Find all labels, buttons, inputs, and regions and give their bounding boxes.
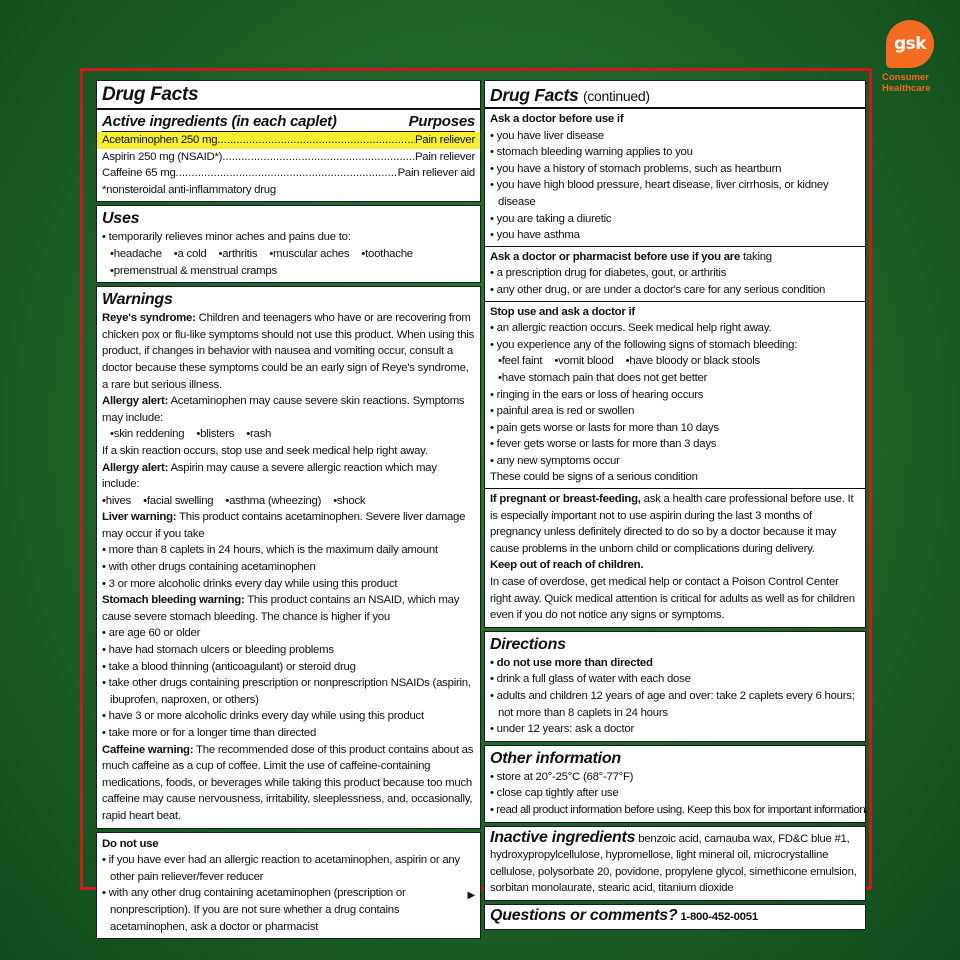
uses-item: • premenstrual & menstrual cramps xyxy=(110,263,277,280)
allergy-alert-1: Allergy alert: Acetaminophen may cause severe skin reactions. Symptoms may include: xyxy=(102,395,465,424)
allergy-after: If a skin reaction occurs, stop use and seek medical help right away. xyxy=(102,444,428,457)
allergy1-items: • skin reddening • blisters • rash xyxy=(102,426,475,443)
brand-line2: Healthcare xyxy=(882,83,931,94)
pregnancy-warning: If pregnant or breast-feeding, ask a health care professional before use. It is especially important not to use aspirin during the last 3 months of pregnancy unless definitely directed to do so by a doctor because it may cause problems in the unborn child or complications during delivery. xyxy=(490,493,854,555)
list-item: • drink a full glass of water with each dose xyxy=(490,671,860,688)
caffeine-warning: Caffeine warning: The recommended dose of this product contains about as much caffeine as a cup of coffee. Limit the use of caffeine-containing medications, foods, or beverages while taking this product because too much caffeine may cause nervousness, irritability, sleeplessness, and, occasionally, rapid heart beat. xyxy=(102,743,474,822)
warnings-title: Warnings xyxy=(102,291,173,309)
other-info-title: Other information xyxy=(490,749,621,767)
list-item: • read all product information before using. Keep this box for important information. xyxy=(490,802,860,819)
list-item: • have stomach pain that does not get better xyxy=(498,370,707,387)
overdose-text: In case of overdose, get medical help or contact a Poison Control Center right away. Quick medical attention is critical for adults as well as for children even if you do not notice any signs or symptoms. xyxy=(490,576,855,622)
list-item: • with any other drug containing acetaminophen (prescription or nonprescription). If you are not sure whether a drug contains acetaminophen, ask a doctor or pharmacist xyxy=(102,885,475,935)
list-item: • with other drugs containing acetaminophen xyxy=(102,559,475,576)
allergy-alert-2: Allergy alert: Aspirin may cause a severe allergic reaction which may include: xyxy=(102,461,437,491)
questions-box xyxy=(484,904,866,930)
drug-facts-continued-title: Drug Facts xyxy=(490,85,579,105)
ask-doctor-title: Ask a doctor before use if xyxy=(490,113,624,125)
uses-box xyxy=(96,205,481,283)
questions-title: Questions or comments? xyxy=(490,906,678,924)
list-item: • take a blood thinning (anticoagulant) or steroid drug xyxy=(102,659,475,676)
ingredient-row: Caffeine 65 mg ..... Pain reliever aid xyxy=(102,165,475,182)
active-ingredients-header: Active ingredients (in each caplet) xyxy=(102,113,337,130)
right-column xyxy=(484,80,866,933)
reye-warning: Reye's syndrome: Children and teenagers who have or are recovering from chicken pox or flu-like symptoms should not use this product. When using this product, if changes in behavior with nausea and vomiting occur, consult a doctor because these symptoms could be an early sign of Reye's syndrome, a rare but serious illness. xyxy=(102,312,475,391)
uses-intro: • temporarily relieves minor aches and pains due to: xyxy=(102,229,475,246)
list-item: • do not use more than directed xyxy=(490,655,860,672)
list-item: • take more or for a longer time than directed xyxy=(102,725,475,742)
brand-logo xyxy=(880,20,940,94)
list-item: • take other drugs containing prescription or nonprescription NSAIDs (aspirin, ibuprofen, naproxen, or others) xyxy=(102,675,475,708)
list-item: • you have liver disease xyxy=(490,128,860,145)
keep-out-reach: Keep out of reach of children. xyxy=(490,559,644,572)
liver-warning: Liver warning: This product contains acetaminophen. Severe liver damage may occur if you take xyxy=(102,511,466,540)
list-item: • more than 8 caplets in 24 hours, which is the maximum daily amount xyxy=(102,542,475,559)
stop-use-title: Stop use and ask a doctor if xyxy=(490,305,635,318)
list-item: • store at 20°-25°C (68°-77°F) xyxy=(490,769,860,786)
list-item: • have had stomach ulcers or bleeding problems xyxy=(102,642,475,659)
list-item: • ringing in the ears or loss of hearing occurs xyxy=(490,387,860,404)
uses-items: • headache • a cold • arthritis • muscular aches • toothache xyxy=(102,246,475,263)
left-column xyxy=(96,80,481,942)
inactive-ingredients-title: Inactive ingredients xyxy=(490,828,636,846)
warnings-box xyxy=(96,286,481,828)
active-ingredients-box xyxy=(96,80,481,202)
list-item: • stomach bleeding warning applies to you xyxy=(490,144,860,161)
list-item: • an allergic reaction occurs. Seek medical help right away. xyxy=(490,320,860,337)
inactive-ingredients-text: benzoic acid, carnauba wax, FD&C blue #1, hydroxypropylcellulose, hypromellose, light mineral oil, microcrystalline cellulose, polysorbate 20, povidone, propylene glycol, simethicone emulsion, sorbitan monolaurate, stearic acid, titanium dioxide xyxy=(490,832,857,895)
list-item: • painful area is red or swollen xyxy=(490,403,860,420)
list-item: • close cap tightly after use xyxy=(490,785,860,802)
nsaid-note: *nonsteroidal anti-inflammatory drug xyxy=(102,183,276,196)
list-item: • 3 or more alcoholic drinks every day while using this product xyxy=(102,576,475,593)
list-item: • you have asthma xyxy=(490,227,860,244)
divider xyxy=(97,108,480,110)
stomach-warning: Stomach bleeding warning: This product contains an NSAID, which may cause severe stomach bleeding. The chance is higher if you xyxy=(102,594,460,623)
do-not-use-box xyxy=(96,832,481,940)
directions-title: Directions xyxy=(490,635,566,653)
list-item: • a prescription drug for diabetes, gout, or arthritis xyxy=(490,265,860,282)
directions-box xyxy=(484,631,866,742)
list-item: • you have a history of stomach problems, such as heartburn xyxy=(490,161,860,178)
purposes-header: Purposes xyxy=(408,113,475,130)
continue-arrow-icon: ▶ xyxy=(467,890,475,902)
gsk-logo-icon: gsk xyxy=(886,20,934,68)
drug-facts-title: Drug Facts xyxy=(102,84,199,105)
ask-doctor-box: Drug Facts (continued) Ask a doctor before use if • you have liver disease • stomach bleeding warning applies to you • you have a history of stomach problems, such as heartburn • you have high blood pressure, heart disease, liver cirrhosis, or kidney disease • you are taking a diuretic • you have asthma Ask a doctor or pharmacist before use if you are taking • a prescription drug for diabetes, gout, or arthritis • any other drug, or are under a doctor's care for any serious condition Stop use and ask a doctor if • an allergic reaction occurs. Seek medical help right away. • you experience any of the following signs of stomach bleeding: • feel faint • vomit blood • have bloody or black stools • have stomach pain that does not get better • ringing in the ears or loss of hearing occurs • painful area is red or swollen • pain gets worse or lasts for more than 10 days • fever gets worse or lasts for more than 3 days • any new symptoms occur These could be signs of a serious condition If pregnant or breast-feeding, ask a health care professional before use. It is especially important not to use aspirin during the last 3 months of pregnancy unless definitely directed to do so by a doctor because it may cause problems in the unborn child or complications during delivery. Keep out of reach of children. In case of overdose, get medical help or contact a Poison Control Center right away. Quick medical attention is critical for adults as well as for children even if you do not notice any signs or symptoms. xyxy=(484,80,866,628)
list-item: • pain gets worse or lasts for more than 10 days xyxy=(490,420,860,437)
uses-title: Uses xyxy=(102,210,140,228)
list-item: • you are taking a diuretic xyxy=(490,211,860,228)
list-item: • you experience any of the following signs of stomach bleeding: xyxy=(490,337,860,354)
list-item: • you have high blood pressure, heart disease, liver cirrhosis, or kidney disease xyxy=(490,177,860,210)
list-item: • under 12 years: ask a doctor xyxy=(490,721,860,738)
ingredient-row: Aspirin 250 mg (NSAID*) ..... Pain reliever xyxy=(102,149,475,166)
questions-phone: 1-800-452-0051 xyxy=(680,910,758,923)
ask-pharmacist-title: Ask a doctor or pharmacist before use if you are taking xyxy=(490,250,772,263)
list-item: • fever gets worse or lasts for more than 3 days xyxy=(490,436,860,453)
list-item: • if you have ever had an allergic reaction to acetaminophen, aspirin or any other pain reliever/fever reducer xyxy=(102,852,475,885)
inactive-ingredients-box xyxy=(484,826,866,901)
ingredient-row: Acetaminophen 250 mg ..... Pain reliever xyxy=(97,132,480,149)
list-item: • any new symptoms occur xyxy=(490,453,860,470)
do-not-use-title: Do not use xyxy=(102,837,159,850)
list-item: • have 3 or more alcoholic drinks every day while using this product xyxy=(102,708,475,725)
list-item: • adults and children 12 years of age and over: take 2 caplets every 6 hours; not more than 8 caplets in 24 hours xyxy=(490,688,860,721)
other-info-box xyxy=(484,745,866,823)
brand-line1: Consumer xyxy=(882,72,929,83)
stop-signs: • feel faint • vomit blood • have bloody or black stools xyxy=(490,353,860,370)
stop-after: These could be signs of a serious condition xyxy=(490,471,698,484)
list-item: • are age 60 or older xyxy=(102,625,475,642)
list-item: • any other drug, or are under a doctor's care for any serious condition xyxy=(490,282,860,299)
allergy2-items: • hives • facial swelling • asthma (wheezing) • shock xyxy=(102,493,475,510)
